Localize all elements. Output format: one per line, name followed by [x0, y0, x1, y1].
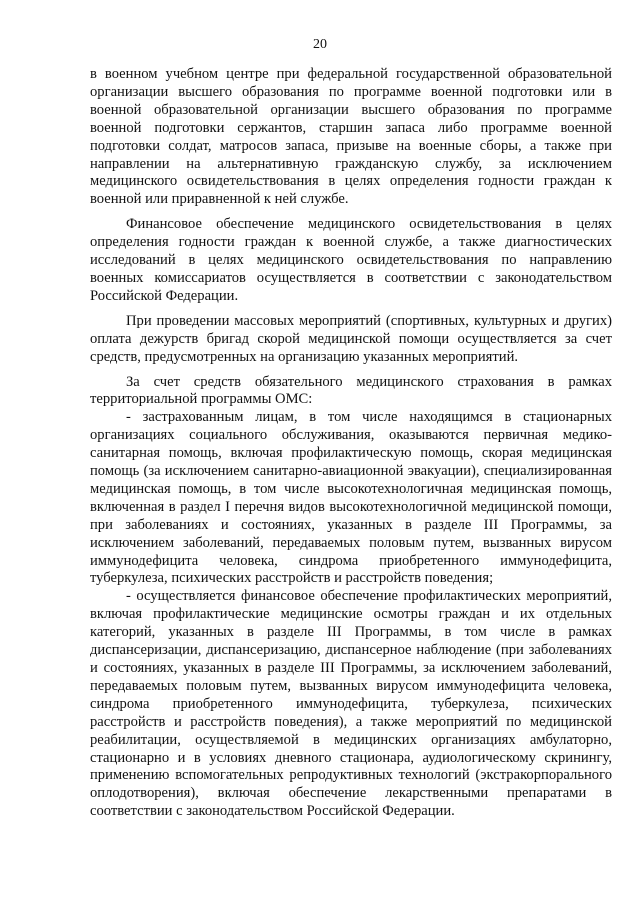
list-item-insured-persons-care: - застрахованным лицам, в том числе находящимся в стационарных организациях социального обслуживания, оказываются первичная медико-санитарная помощь, включая профилактическую помощь, скорая медицинская помощь (за исключением санитарно-авиационной эвакуации), специализированная медицинская помощь, в том числе высокотехнологичная медицинская помощь, включенная в раздел I перечня видов высокотехнологичной медицинской помощи, при заболеваниях и состояниях, указанных в разделе III Программы, за исключением заболеваний, передаваемых половым путем, вызванных вирусом иммунодефицита человека, синдрома приобретенного иммунодефицита, туберкулеза, психических расстройств и расстройств поведения;	[90, 409, 612, 587]
paragraph-oms-intro: За счет средств обязательного медицинского страхования в рамках территориальной программы ОМС:	[90, 373, 612, 408]
paragraph-mass-events: При проведении массовых мероприятий (спортивных, культурных и других) оплата дежурств бригад скорой медицинской помощи осуществляется за счет средств, предусмотренных на организацию указанных мероприятий.	[90, 312, 612, 365]
document-body	[90, 66, 612, 821]
page-number: 20	[313, 37, 327, 52]
paragraph-financing-military-exam: Финансовое обеспечение медицинского освидетельствования в целях определения годности граждан к военной службе, а также диагностических исследований в целях медицинского освидетельствования по направлению военных комиссариатов осуществляется в соответствии с законодательством Российской Федерации.	[90, 216, 612, 304]
list-item-preventive-measures: - осуществляется финансовое обеспечение профилактических мероприятий, включая профилактические медицинские осмотры граждан и их отдельных категорий, указанных в разделе III Программы, в том числе в рамках диспансеризации, диспансеризацию, диспансерное наблюдение (при заболеваниях и состояниях, указанных в разделе III Программы, за исключением заболеваний, передаваемых половым путем, вызванных вирусом иммунодефицита человека, синдрома приобретенного иммунодефицита, туберкулеза, психических расстройств и расстройств поведения), а также мероприятий по медицинской реабилитации, осуществляемой в медицинских организациях амбулаторно, стационарно и в условиях дневного стационара, аудиологическому скринингу, применению вспомогательных репродуктивных технологий (экстракорпорального оплодотворения), включая обеспечение лекарственными препаратами в соответствии с законодательством Российской Федерации.	[90, 588, 612, 820]
paragraph-military-training-continuation: в военном учебном центре при федеральной государственной образовательной организации высшего образования по программе военной подготовки или в военной образовательной организации высшего образования по программе военной подготовки сержантов, старшин запаса либо программе военной подготовки солдат, матросов запаса, призыве на военные сборы, а также при направлении на альтернативную гражданскую службу, за исключением медицинского освидетельствования в целях определения годности граждан к военной или приравненной к ней службе.	[90, 66, 612, 208]
